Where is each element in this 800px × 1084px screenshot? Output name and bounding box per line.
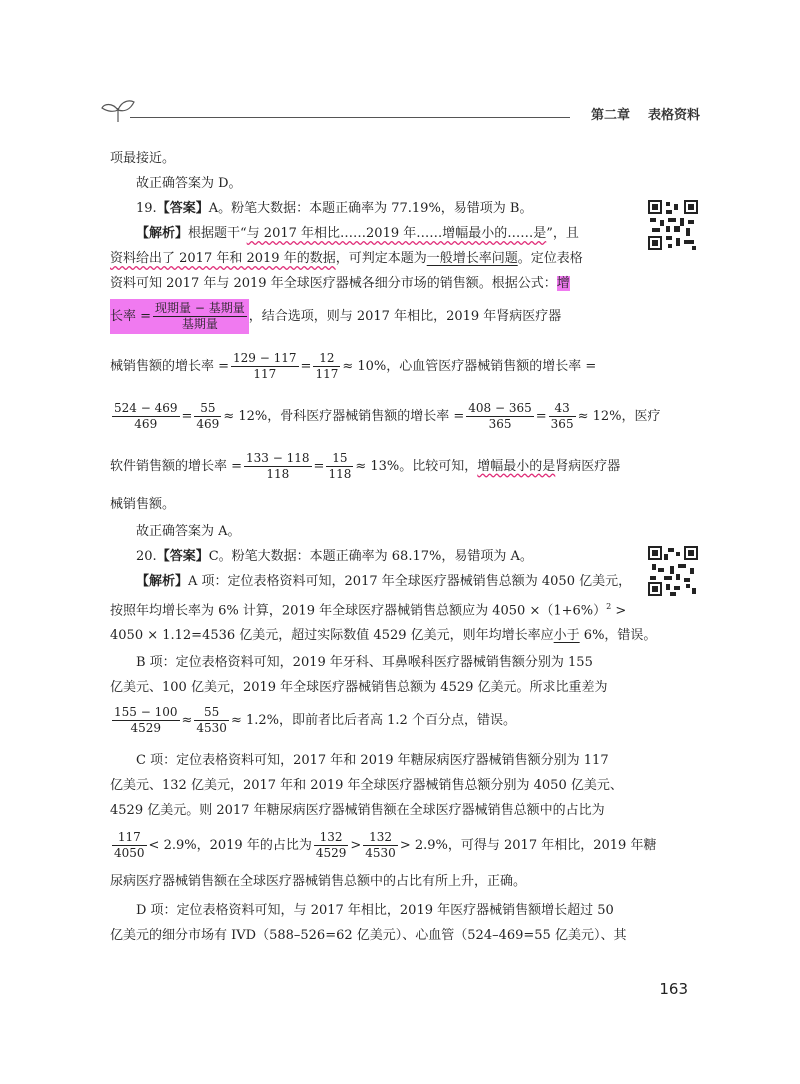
denominator: 117 (253, 366, 277, 381)
highlighted-formula (110, 299, 249, 334)
paragraph-line: 亿美元、132 亿美元，2017 年和 2019 年全球医疗器械销售总额分别为 4050 亿美元、 (110, 778, 623, 794)
analysis-line (110, 596, 627, 621)
answer-label: 【答案】 (156, 549, 209, 564)
formula-line (110, 294, 622, 338)
text-run: A 项：定位表格资料可知，2017 年全球医疗器械销售总额为 4050 亿美元， (188, 574, 632, 589)
text-run: > 2.9%，可得与 2017 年相比，2019 年糖 (399, 837, 657, 853)
text-run: > (350, 837, 362, 853)
formula-line (110, 698, 622, 742)
numerator: 12 (313, 351, 340, 367)
numerator: 43 (549, 401, 576, 417)
paragraph-line: 械销售额。 (110, 497, 176, 512)
denominator: 365 (488, 416, 512, 431)
numerator: 129 − 117 (233, 350, 297, 365)
text-run: ≈ 12%，医疗 (577, 408, 661, 424)
highlighted-text: 增 (556, 276, 570, 291)
text-run: ”，且 (546, 226, 579, 241)
answer-label: 【答案】 (156, 201, 209, 216)
paragraph-line: 4529 亿美元。则 2017 年糖尿病医疗器械销售额在全球医疗器械销售总额中的占比为 (110, 803, 605, 819)
analysis-line (110, 248, 622, 269)
analysis-line (110, 571, 632, 592)
denominator: 4530 (196, 720, 227, 735)
text-run: = (300, 358, 312, 374)
header-rule (130, 117, 570, 118)
formula-line (110, 823, 657, 867)
text-run: ≈ (181, 712, 193, 728)
text-run: 4050 × 1.12=4536 亿美元，超过实际数值 4529 亿美元，则年均增长率应 (110, 628, 554, 644)
numerator: 55 (194, 401, 221, 417)
analysis-label: 【解析】 (136, 574, 189, 589)
qr-code-icon[interactable] (648, 200, 698, 250)
text-run: 6%，错误。 (579, 628, 657, 644)
fraction (194, 401, 221, 432)
denominator: 4530 (365, 845, 396, 860)
denominator: 117 (315, 366, 339, 381)
text-run: ≈ 10%，心血管医疗器械销售额的增长率 = (342, 358, 597, 374)
page-number: 163 (659, 980, 688, 998)
text-run: ，可判定本题为 (335, 251, 427, 266)
numerator: 524 − 469 (114, 400, 178, 415)
text-run: 根据题干“ (188, 226, 247, 241)
fraction (231, 351, 299, 382)
numerator: 现期量 − 基期量 (155, 300, 245, 315)
paragraph-line: 亿美元、100 亿美元，2019 年全球医疗器械销售总额为 4529 亿美元。所求比重差为 (110, 680, 608, 696)
text-run: ≈ 13%。比较可知， (355, 458, 478, 474)
superscript: 2 (606, 602, 612, 611)
text-run: = (181, 408, 193, 424)
text-run: ，结合选项，则与 2017 年相比，2019 年肾病医疗器 (248, 308, 562, 324)
wavy-underlined-text: 与 2017 年相比……2019 年……增幅最小的……是 (246, 226, 547, 241)
fraction (244, 451, 312, 482)
denominator: 基期量 (181, 316, 218, 331)
chapter-heading (591, 104, 700, 123)
denominator: 469 (134, 416, 158, 431)
page-header (100, 96, 700, 126)
denominator: 118 (328, 466, 352, 481)
analysis-label: 【解析】 (136, 226, 189, 241)
fraction (112, 830, 147, 861)
fraction (466, 401, 534, 432)
text-run: 资料可知 2017 年与 2019 年全球医疗器械各细分市场的销售额。根据公式： (110, 276, 557, 291)
sprout-icon (100, 96, 136, 126)
fraction (549, 401, 576, 432)
question-19-answer (110, 198, 622, 219)
text-run: 械销售额的增长率 = (110, 358, 230, 374)
numerator: 408 − 365 (468, 400, 532, 415)
paragraph-line: 尿病医疗器械销售额在全球医疗器械销售总额中的占比有所上升，正确。 (110, 874, 527, 890)
numerator: 55 (194, 705, 229, 721)
text-run: 按照年均增长率为 6% 计算，2019 年全球医疗器械销售总额应为 4050 ×（1+6%） (110, 603, 607, 619)
text-run: = (535, 408, 547, 424)
denominator: 4529 (130, 720, 162, 735)
fraction (112, 705, 180, 736)
numerator: 132 (314, 830, 349, 846)
text-run: 长率 = (110, 308, 152, 324)
denominator: 469 (196, 416, 220, 431)
denominator: 365 (550, 416, 574, 431)
answer-text: A。粉笔大数据：本题正确率为 77.19%，易错项为 B。 (208, 201, 533, 216)
analysis-line (110, 223, 622, 244)
paragraph-line: C 项：定位表格资料可知，2017 年和 2019 年糖尿病医疗器械销售额分别为 117 (136, 753, 609, 769)
fraction (153, 301, 247, 332)
paragraph-line: B 项：定位表格资料可知，2019 年牙科、耳鼻喉科医疗器械销售额分别为 155 (136, 655, 593, 671)
qr-code-icon[interactable] (648, 546, 698, 596)
underlined-text: 一般增长率问题 (426, 251, 518, 266)
text-run: 。定位表格 (517, 251, 583, 266)
paragraph-line: 亿美元的细分市场有 IVD（588–526=62 亿美元）、心血管（524–469=55 亿美元）、其 (110, 928, 627, 944)
text-run: 软件销售额的增长率 = (110, 458, 243, 474)
formula-line (110, 344, 622, 388)
numerator: 15 (326, 451, 353, 467)
text-run: < 2.9%，2019 年的占比为 (148, 837, 312, 853)
paragraph-line: 项最接近。 (110, 151, 176, 166)
chapter-number: 第二章 (590, 108, 630, 123)
analysis-line (110, 273, 622, 294)
fraction (326, 451, 353, 482)
fraction (314, 830, 349, 861)
denominator: 4529 (315, 845, 347, 860)
wavy-underlined-text: 增幅最小的是 (477, 458, 556, 474)
numerator: 155 − 100 (114, 704, 178, 719)
answer-line: 故正确答案为 A。 (136, 524, 241, 539)
denominator: 118 (266, 466, 290, 481)
text-run: = (313, 458, 325, 474)
formula-line (110, 444, 622, 488)
text-run: ≈ 1.2%，即前者比后者高 1.2 个百分点，错误。 (230, 712, 516, 728)
denominator: 4050 (114, 845, 145, 860)
question-number: 20. (136, 549, 157, 564)
fraction (194, 705, 229, 736)
formula-line (110, 394, 661, 438)
numerator: 133 − 118 (246, 450, 310, 465)
fraction (313, 351, 340, 382)
answer-line: 故正确答案为 D。 (136, 176, 242, 191)
chapter-title: 表格资料 (647, 108, 700, 123)
fraction (112, 401, 180, 432)
text-run: 肾病医疗器 (555, 458, 621, 474)
underlined-text: 小于 (553, 628, 580, 644)
question-20-answer (110, 546, 622, 567)
page-body (110, 148, 661, 946)
fraction (363, 830, 398, 861)
text-run: > (611, 603, 627, 619)
numerator: 132 (363, 830, 398, 846)
answer-text: C。粉笔大数据：本题正确率为 68.17%，易错项为 A。 (208, 549, 533, 564)
paragraph-line: D 项：定位表格资料可知，与 2017 年相比，2019 年医疗器械销售额增长超过 50 (136, 903, 614, 919)
wavy-underlined-text: 资料给出了 2017 年和 2019 年的数据 (110, 251, 336, 266)
numerator: 117 (112, 830, 147, 846)
text-run: ≈ 12%，骨科医疗器械销售额的增长率 = (223, 408, 465, 424)
analysis-line (110, 625, 657, 646)
question-number: 19. (136, 201, 157, 216)
